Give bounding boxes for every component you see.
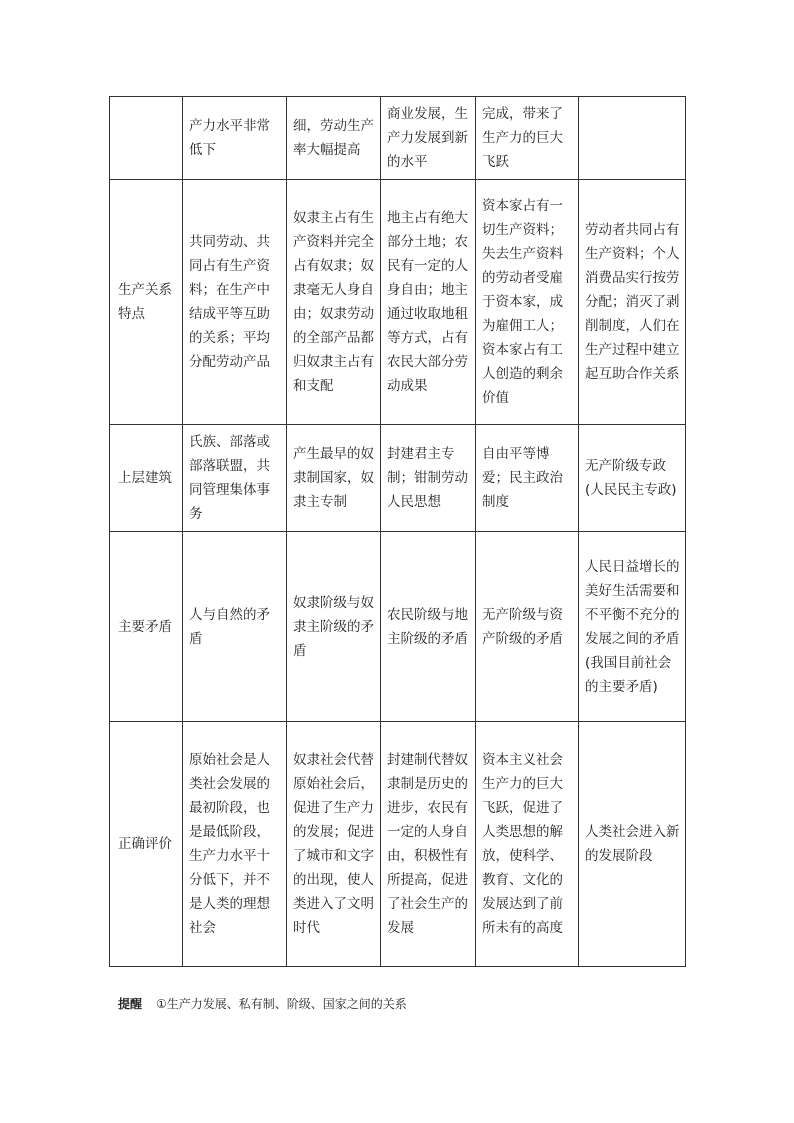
table-cell: 细，劳动生产率大幅提高: [287, 97, 381, 180]
row-header: 生产关系特点: [110, 180, 183, 425]
table-cell: 奴隶社会代替原始社会后，促进了生产力的发展；促进了城市和文字的出现，使人类进入了文明时代: [287, 722, 381, 967]
table-cell: 自由平等博爱；民主政治制度: [476, 425, 579, 532]
table-cell: 完成，带来了生产力的巨大飞跃: [476, 97, 579, 180]
table-cell: 无产阶级与资产阶级的矛盾: [476, 532, 579, 722]
table-cell: 氏族、部落或部落联盟，共同管理集体事务: [183, 425, 287, 532]
table-cell: 地主占有绝大部分土地；农民有一定的人身自由；地主通过收取地租等方式，占有农民大部分劳动成果: [381, 180, 476, 425]
table-cell: 产力水平非常低下: [183, 97, 287, 180]
table-cell: 共同劳动、共同占有生产资料；在生产中结成平等互助的关系；平均分配劳动产品: [183, 180, 287, 425]
table-cell: 资本主义社会生产力的巨大飞跃，促进了人类思想的解放，使科学、教育、文化的发展达到了前所未有的高度: [476, 722, 579, 967]
table-cell: 人与自然的矛盾: [183, 532, 287, 722]
table-row: [110, 180, 686, 425]
table-cell: 封建君主专制；钳制劳动人民思想: [381, 425, 476, 532]
table-row: [110, 97, 686, 180]
table-cell: 劳动者共同占有生产资料；个人消费品实行按劳分配；消灭了剥削制度，人们在生产过程中建立起互助合作关系: [579, 180, 686, 425]
table-cell: 人类社会进入新的发展阶段: [579, 722, 686, 967]
table-cell: 无产阶级专政(人民民主专政): [579, 425, 686, 532]
table-cell: [579, 97, 686, 180]
comparison-table: [109, 96, 686, 967]
table-cell: 奴隶主占有生产资料并完全占有奴隶；奴隶毫无人身自由；奴隶劳动的全部产品都归奴隶主占有和支配: [287, 180, 381, 425]
row-header: [110, 97, 183, 180]
table-row: [110, 532, 686, 722]
table-cell: 人民日益增长的美好生活需要和不平衡不充分的发展之间的矛盾(我国目前社会的主要矛盾): [579, 532, 686, 722]
table-cell: 产生最早的奴隶制国家，奴隶主专制: [287, 425, 381, 532]
table-cell: 商业发展，生产力发展到新的水平: [381, 97, 476, 180]
row-header: 主要矛盾: [110, 532, 183, 722]
tip-text: ①生产力发展、私有制、阶级、国家之间的关系: [156, 997, 407, 1011]
table-cell: 农民阶级与地主阶级的矛盾: [381, 532, 476, 722]
table-cell: 封建制代替奴隶制是历史的进步，农民有一定的人身自由，积极性有所提高，促进了社会生产的发展: [381, 722, 476, 967]
table-cell: 原始社会是人类社会发展的最初阶段，也是最低阶段，生产力水平十分低下，并不是人类的理想社会: [183, 722, 287, 967]
table-row: [110, 722, 686, 967]
table-cell: 奴隶阶级与奴隶主阶级的矛盾: [287, 532, 381, 722]
row-header: 正确评价: [110, 722, 183, 967]
table-row: [110, 425, 686, 532]
table-cell: 资本家占有一切生产资料；失去生产资料的劳动者受雇于资本家，成为雇佣工人；资本家占有工人创造的剩余价值: [476, 180, 579, 425]
tip-label: 提醒: [118, 997, 143, 1011]
row-header: 上层建筑: [110, 425, 183, 532]
tip-note: [118, 994, 407, 1014]
